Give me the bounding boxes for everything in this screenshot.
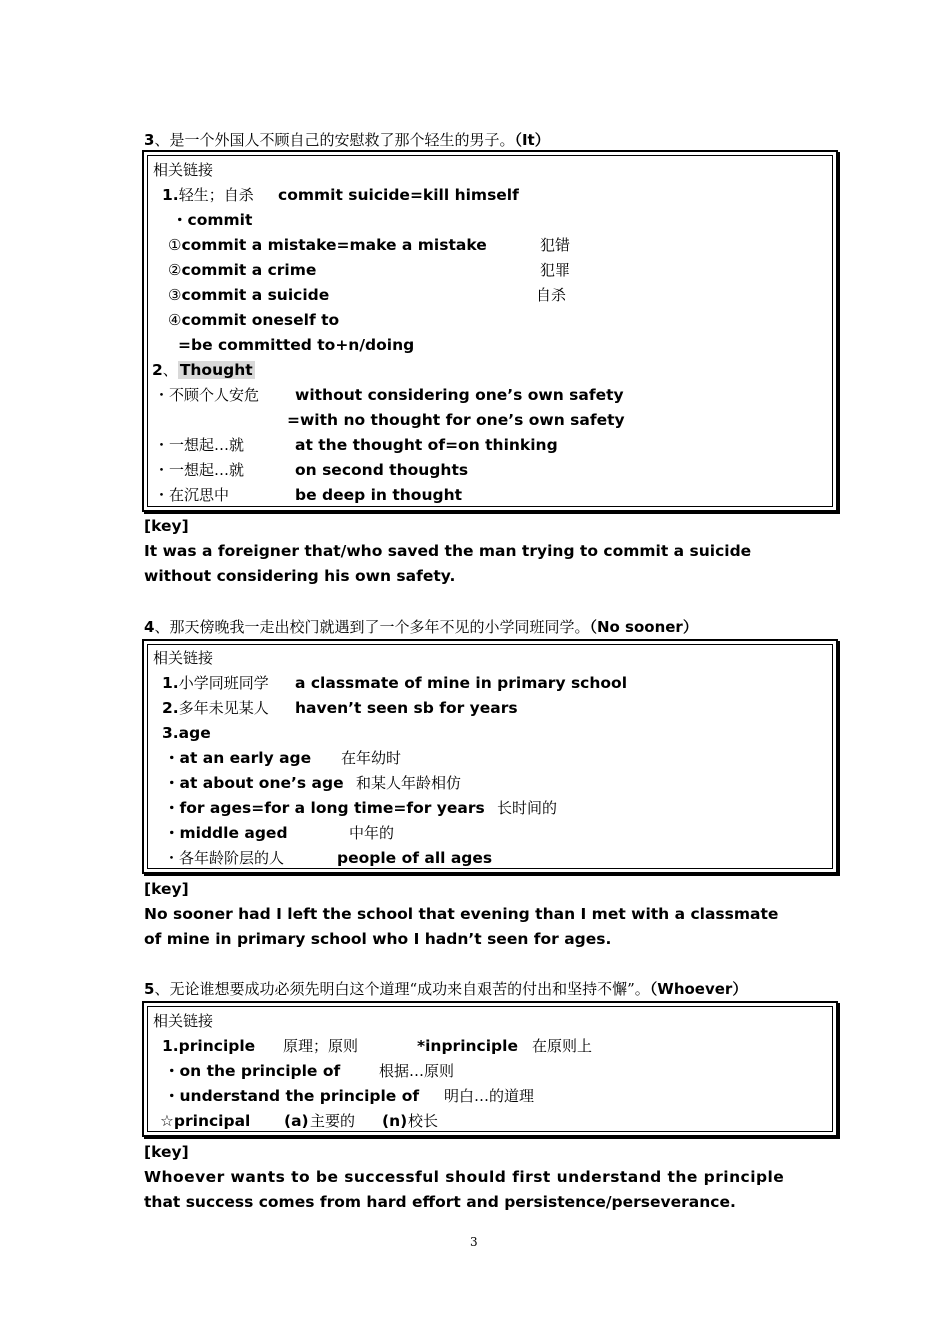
key-answer-line: of mine in primary school who I hadn’t seen for ages.	[144, 930, 612, 948]
key-label: [key]	[144, 880, 189, 898]
link-line: ・commit	[172, 211, 253, 229]
link-line: ④commit oneself to	[168, 311, 340, 329]
question-number: 5	[144, 980, 155, 998]
link-line: ・不顾个人安危 without considering one’s own safety	[154, 386, 624, 404]
link-line: =with no thought for one’s own safety	[287, 411, 625, 429]
link-line: 3.age	[162, 724, 211, 742]
key-answer-line: Whoever wants to be successful should first understand the principle	[144, 1168, 785, 1186]
link-line: 2.多年未见某人 haven’t seen sb for years	[162, 699, 518, 717]
question-3	[144, 129, 550, 150]
question-number: 3	[144, 131, 155, 149]
link-line: ・一想起…就 on second thoughts	[154, 461, 469, 479]
question-text: 、是一个外国人不顾自己的安慰救了那个轻生的男子。	[154, 131, 515, 149]
related-links-title: 相关链接	[153, 1012, 214, 1030]
link-line: ①commit a mistake=make a mistake 犯错	[168, 236, 571, 254]
link-line: ・for ages=for a long time=for years 长时间的	[164, 799, 558, 817]
question-hint: （Whoever）	[649, 980, 748, 998]
link-line: ☆principal (a) 主要的 (n) 校长	[160, 1112, 439, 1130]
question-number: 4	[144, 618, 155, 636]
link-line: 1.轻生；自杀 commit suicide=kill himself	[162, 186, 519, 204]
link-line: ・middle aged 中年的	[164, 824, 395, 842]
link-line: ②commit a crime 犯罪	[168, 261, 571, 279]
link-line: ・在沉思中 be deep in thought	[154, 486, 463, 504]
question-5	[144, 978, 747, 999]
link-line: 1.principle 原理；原则 *inprinciple 在原则上	[162, 1037, 593, 1055]
key-answer-line: that success comes from hard effort and persistence/perseverance.	[144, 1193, 736, 1211]
related-links-title: 相关链接	[153, 161, 214, 179]
link-line: ・一想起…就 at the thought of=on thinking	[154, 436, 558, 454]
link-line: ・understand the principle of 明白…的道理	[164, 1087, 535, 1105]
link-line: ・at an early age 在年幼时	[164, 749, 402, 767]
link-line: ・on the principle of 根据…原则	[164, 1062, 455, 1080]
key-label: [key]	[144, 1143, 189, 1161]
question-text: 、无论谁想要成功必须先明白这个道理“成功来自艰苦的付出和坚持不懈”。	[154, 980, 650, 998]
question-text: 、那天傍晚我一走出校门就遇到了一个多年不见的小学同班同学。	[154, 618, 590, 636]
page-number: 3	[470, 1235, 478, 1249]
question-hint: （No sooner）	[589, 618, 698, 636]
link-line: ③commit a suicide 自杀	[168, 286, 567, 304]
key-answer-line: No sooner had I left the school that evening than I met with a classmate	[144, 905, 779, 923]
question-4	[144, 616, 698, 637]
link-line: 2、 Thought	[152, 361, 253, 379]
key-label: [key]	[144, 517, 189, 535]
link-line: =be committed to+n/doing	[178, 336, 415, 354]
link-line: 1.小学同班同学 a classmate of mine in primary school	[162, 674, 628, 692]
highlighted-word: Thought	[179, 361, 253, 379]
key-answer-line: It was a foreigner that/who saved the man trying to commit a suicide	[144, 542, 752, 560]
question-hint: （It）	[514, 131, 550, 149]
link-line: ・at about one’s age 和某人年龄相仿	[164, 774, 462, 792]
key-answer-line: without considering his own safety.	[144, 567, 456, 585]
link-line: ・各年龄阶层的人 people of all ages	[164, 849, 493, 867]
related-links-title: 相关链接	[153, 649, 214, 667]
